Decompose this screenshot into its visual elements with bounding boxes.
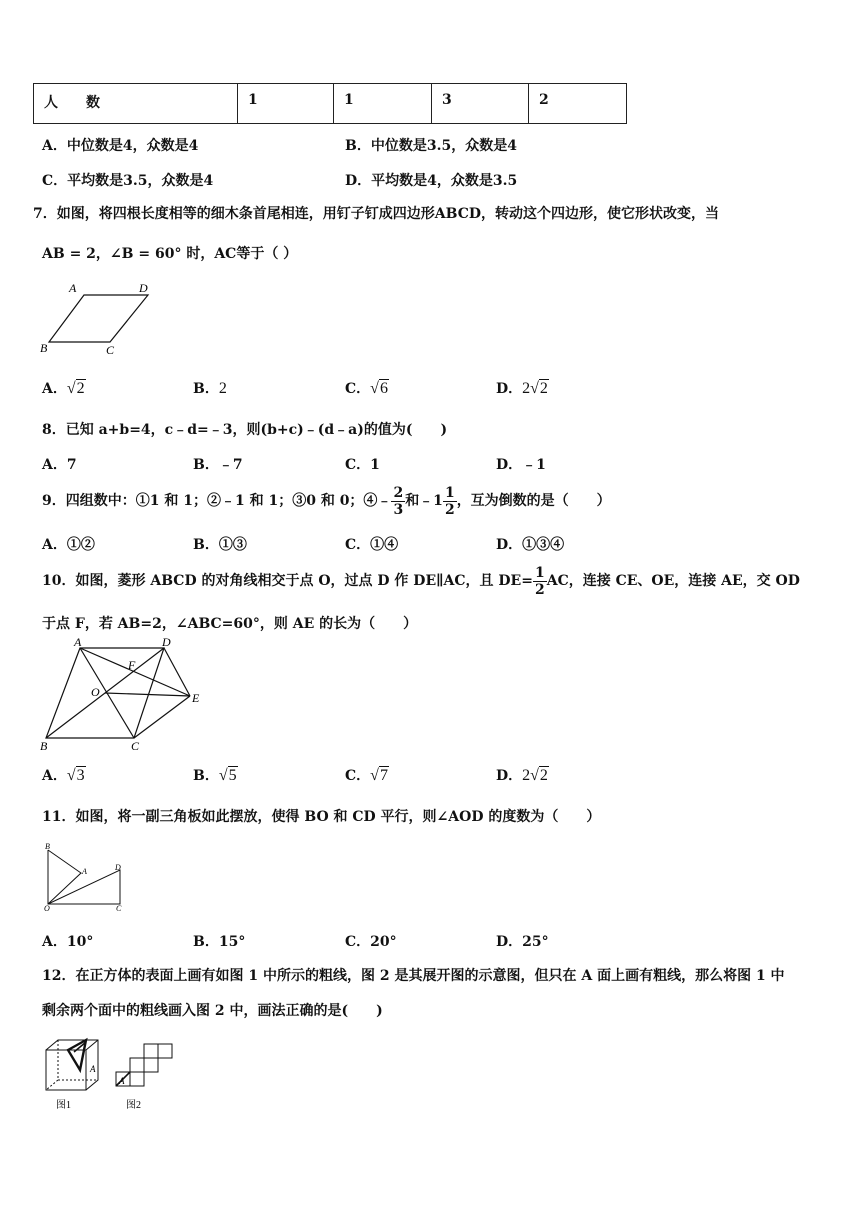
sqrt-value: √2 <box>66 380 85 397</box>
numerator: 2 <box>393 484 404 501</box>
q6-option-a: A．中位数是4，众数是4 <box>42 138 199 154</box>
q10-option-c <box>345 765 389 785</box>
q10-stem-part1: 10．如图，菱形 ABCD 的对角线相交于点 O，过点 D 作 DE∥AC，且 DE= <box>42 573 533 589</box>
sqrt-value: √7 <box>370 767 388 784</box>
q9-option-c: C．①④ <box>345 537 399 553</box>
vertex-label-o: O <box>44 904 50 913</box>
q6-option-b: B．中位数是3.5，众数是4 <box>345 138 517 154</box>
option-label: C． <box>345 381 371 397</box>
radicand: 2 <box>539 380 548 397</box>
segment-ce <box>134 696 190 738</box>
option-value: 2 <box>218 380 227 397</box>
table-row <box>34 84 627 124</box>
vertex-label-a: A <box>82 867 87 876</box>
fraction <box>443 485 457 518</box>
vertex-label-a: A <box>69 281 77 295</box>
option-label: D． <box>496 381 523 397</box>
q10-option-a <box>42 765 86 785</box>
q10-stem-line2: 于点 F，若 AB=2，∠ABC=60°，则 AE 的长为（ ） <box>42 616 418 632</box>
q6-option-d: D．平均数是4，众数是3.5 <box>345 173 518 189</box>
vertex-label-c: C <box>106 343 115 357</box>
q7-parallelogram-figure <box>38 280 158 358</box>
parallelogram-shape <box>49 295 148 342</box>
table-cell: 1 <box>334 84 432 124</box>
q7-option-d <box>496 378 549 398</box>
radicand: 2 <box>76 380 85 397</box>
q7-stem-line2: AB = 2，∠B = 60° 时，AC等于（ ） <box>42 246 298 262</box>
q7-option-c <box>345 378 389 398</box>
vertex-label-d: D <box>139 281 148 295</box>
q9-stem-part3: ，互为倒数的是（ ） <box>456 493 611 509</box>
q12-stem-line1: 12．在正方体的表面上画有如图 1 中所示的粗线，图 2 是其展开图的示意图，但只在 A 面上画有粗线，那么将图 1 中 <box>42 968 785 984</box>
radicand: 6 <box>379 380 388 397</box>
q7-option-a <box>42 378 86 398</box>
segment-de <box>164 648 190 696</box>
coefficient: 2 <box>522 380 531 397</box>
q9-option-d: D．①③④ <box>496 537 565 553</box>
q8-option-d: D．﹣1 <box>496 457 546 473</box>
option-label: C． <box>345 768 371 784</box>
q10-rhombus-figure <box>36 636 216 754</box>
vertex-label-d: D <box>115 863 121 872</box>
vertex-label-b: B <box>45 842 50 851</box>
q11-option-a: A．10° <box>42 934 94 950</box>
table-cell: 3 <box>432 84 529 124</box>
sqrt-value: √6 <box>370 380 388 397</box>
q11-option-b: B．15° <box>193 934 246 950</box>
option-label: B． <box>193 768 219 784</box>
denominator: 2 <box>444 501 455 518</box>
option-label: A． <box>42 381 67 397</box>
numerator: 1 <box>534 564 545 581</box>
cube-face-label: A <box>90 1064 96 1074</box>
q9-option-a: A．①② <box>42 537 95 553</box>
sqrt-value: √2 <box>530 767 548 784</box>
fraction <box>391 485 405 518</box>
denominator: 2 <box>534 581 545 598</box>
vertex-label-a: A <box>74 636 82 649</box>
vertex-label-b: B <box>40 341 48 355</box>
q8-option-a: A．7 <box>42 457 77 473</box>
q8-stem: 8．已知 a+b=4，c﹣d=﹣3，则(b+c)﹣(d﹣a)的值为( ) <box>42 422 448 438</box>
q12-cube-figures <box>40 1036 190 1112</box>
vertex-label-c: C <box>131 739 140 753</box>
q7-stem-line1: 7．如图，将四根长度相等的细木条首尾相连，用钉子钉成四边形ABCD，转动这个四边形，使它形状改变，当 <box>33 206 719 222</box>
segment-oe <box>105 693 190 696</box>
q11-triangles-figure <box>40 840 130 914</box>
q8-option-b: B．﹣7 <box>193 457 243 473</box>
q11-stem: 11．如图，将一副三角板如此摆放，使得 BO 和 CD 平行，则∠AOD 的度数为（ ） <box>42 809 601 825</box>
radicand: 2 <box>539 767 548 784</box>
figure-1-caption: 图1 <box>56 1100 71 1111</box>
data-table <box>33 83 627 124</box>
sqrt-value: √5 <box>218 767 237 784</box>
sqrt-value: √2 <box>530 380 548 397</box>
sqrt-value: √3 <box>66 767 85 784</box>
net-face-label: A <box>119 1076 125 1086</box>
option-label: A． <box>42 768 67 784</box>
q12-stem-line2: 剩余两个面中的粗线画入图 2 中，画法正确的是( ) <box>42 1003 383 1019</box>
point-label-e: E <box>192 691 200 705</box>
q6-option-c: C．平均数是3.5，众数是4 <box>42 173 214 189</box>
q8-option-c: C．1 <box>345 457 380 473</box>
q10-stem-part2: AC，连接 CE、OE，连接 AE，交 OD <box>546 573 800 589</box>
fraction <box>533 565 547 598</box>
option-label: D． <box>496 768 523 784</box>
q7-option-b <box>193 378 227 398</box>
q9-stem-part2: 和﹣1 <box>405 493 443 509</box>
radicand: 7 <box>379 767 388 784</box>
q9-option-b: B．①③ <box>193 537 247 553</box>
point-label-f: F <box>128 658 136 672</box>
vertex-label-d: D <box>162 636 171 649</box>
q9-stem-part1: 9．四组数中：①1 和 1；②﹣1 和 1；③0 和 0；④﹣ <box>42 493 392 509</box>
option-label: B． <box>193 381 219 397</box>
table-cell: 2 <box>529 84 627 124</box>
table-header-cell: 人 数 <box>34 84 238 124</box>
radicand: 5 <box>228 767 237 784</box>
numerator: 1 <box>444 484 455 501</box>
q10-stem-line1 <box>42 562 800 600</box>
q11-option-d: D．25° <box>496 934 549 950</box>
q9-stem <box>42 482 611 520</box>
q11-option-c: C．20° <box>345 934 397 950</box>
vertex-label-c: C <box>116 904 122 913</box>
coefficient: 2 <box>522 767 531 784</box>
table-cell: 1 <box>238 84 334 124</box>
q10-option-d <box>496 765 549 785</box>
vertex-label-b: B <box>40 739 48 753</box>
denominator: 3 <box>393 501 404 518</box>
q10-option-b <box>193 765 238 785</box>
figure-2-caption: 图2 <box>126 1100 141 1111</box>
point-label-o: O <box>91 685 100 699</box>
radicand: 3 <box>76 767 85 784</box>
